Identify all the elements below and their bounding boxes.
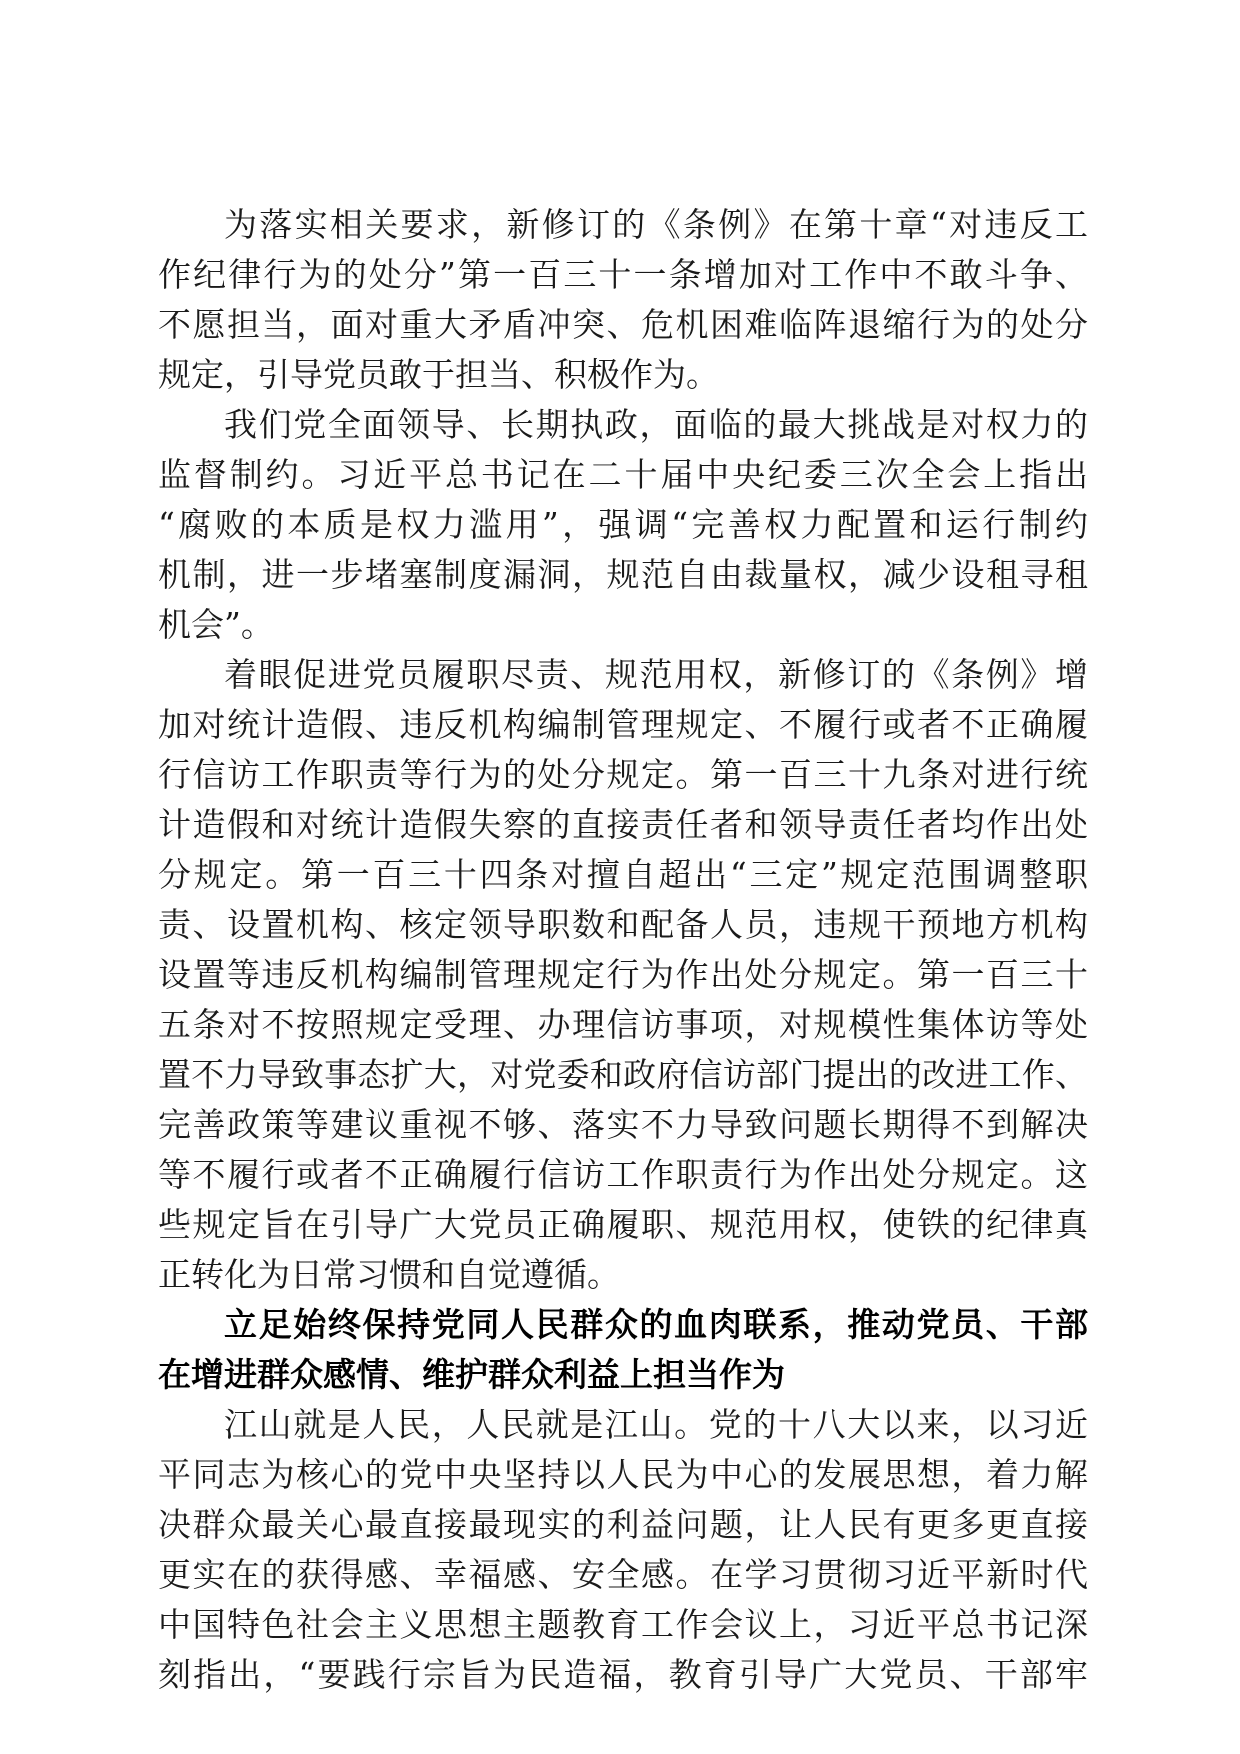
text-line: 为落实相关要求，新修订的《条例》在第十章“对违反工 [224,205,1088,244]
text-line: 加对统计造假、违反机构编制管理规定、不履行或者不正确履 [158,705,1088,744]
text-line: 决群众最关心最直接最现实的利益问题，让人民有更多更直接 [158,1505,1088,1544]
section-heading [158,1300,1088,1400]
text-line: 机制，进一步堵塞制度漏洞，规范自由裁量权，减少设租寻租 [158,555,1088,594]
text-line: 规定，引导党员敢于担当、积极作为。 [158,355,719,394]
text-line: 机会”。 [158,605,274,644]
text-line: 正转化为日常习惯和自觉遵循。 [158,1255,620,1294]
text-line: 五条对不按照规定受理、办理信访事项，对规模性集体访等处 [158,1005,1088,1044]
text-line: 行信访工作职责等行为的处分规定。第一百三十九条对进行统 [158,755,1088,794]
text-line: 我们党全面领导、长期执政，面临的最大挑战是对权力的 [224,405,1088,444]
paragraph [158,650,1088,1300]
paragraph [158,400,1088,650]
text-line: 完善政策等建议重视不够、落实不力导致问题长期得不到解决 [158,1105,1088,1144]
text-line: 置不力导致事态扩大，对党委和政府信访部门提出的改进工作、 [158,1055,1088,1094]
text-line: 更实在的获得感、幸福感、安全感。在学习贯彻习近平新时代 [158,1555,1088,1594]
heading-line: 在增进群众感情、维护群众利益上担当作为 [158,1355,785,1394]
text-line: 不愿担当，面对重大矛盾冲突、危机困难临阵退缩行为的处分 [158,305,1088,344]
text-line: 着眼促进党员履职尽责、规范用权，新修订的《条例》增 [224,655,1088,694]
heading-line: 立足始终保持党同人民群众的血肉联系，推动党员、干部 [224,1305,1088,1344]
paragraph [158,1400,1088,1700]
document-body [158,200,1088,1700]
text-line: 中国特色社会主义思想主题教育工作会议上，习近平总书记深 [158,1605,1088,1644]
paragraph [158,200,1088,400]
text-line: 分规定。第一百三十四条对擅自超出“三定”规定范围调整职 [158,855,1088,894]
text-line: 监督制约。习近平总书记在二十届中央纪委三次全会上指出 [158,455,1088,494]
text-line: 刻指出，“要践行宗旨为民造福，教育引导广大党员、干部牢 [158,1655,1088,1694]
text-line: 计造假和对统计造假失察的直接责任者和领导责任者均作出处 [158,805,1088,844]
text-line: 设置等违反机构编制管理规定行为作出处分规定。第一百三十 [158,955,1088,994]
text-line: “腐败的本质是权力滥用”，强调“完善权力配置和运行制约 [158,505,1088,544]
text-line: 平同志为核心的党中央坚持以人民为中心的发展思想，着力解 [158,1455,1088,1494]
text-line: 些规定旨在引导广大党员正确履职、规范用权，使铁的纪律真 [158,1205,1088,1244]
text-line: 作纪律行为的处分”第一百三十一条增加对工作中不敢斗争、 [158,255,1088,294]
text-line: 责、设置机构、核定领导职数和配备人员，违规干预地方机构 [158,905,1088,944]
text-line: 等不履行或者不正确履行信访工作职责行为作出处分规定。这 [158,1155,1088,1194]
text-line: 江山就是人民，人民就是江山。党的十八大以来，以习近 [224,1405,1088,1444]
